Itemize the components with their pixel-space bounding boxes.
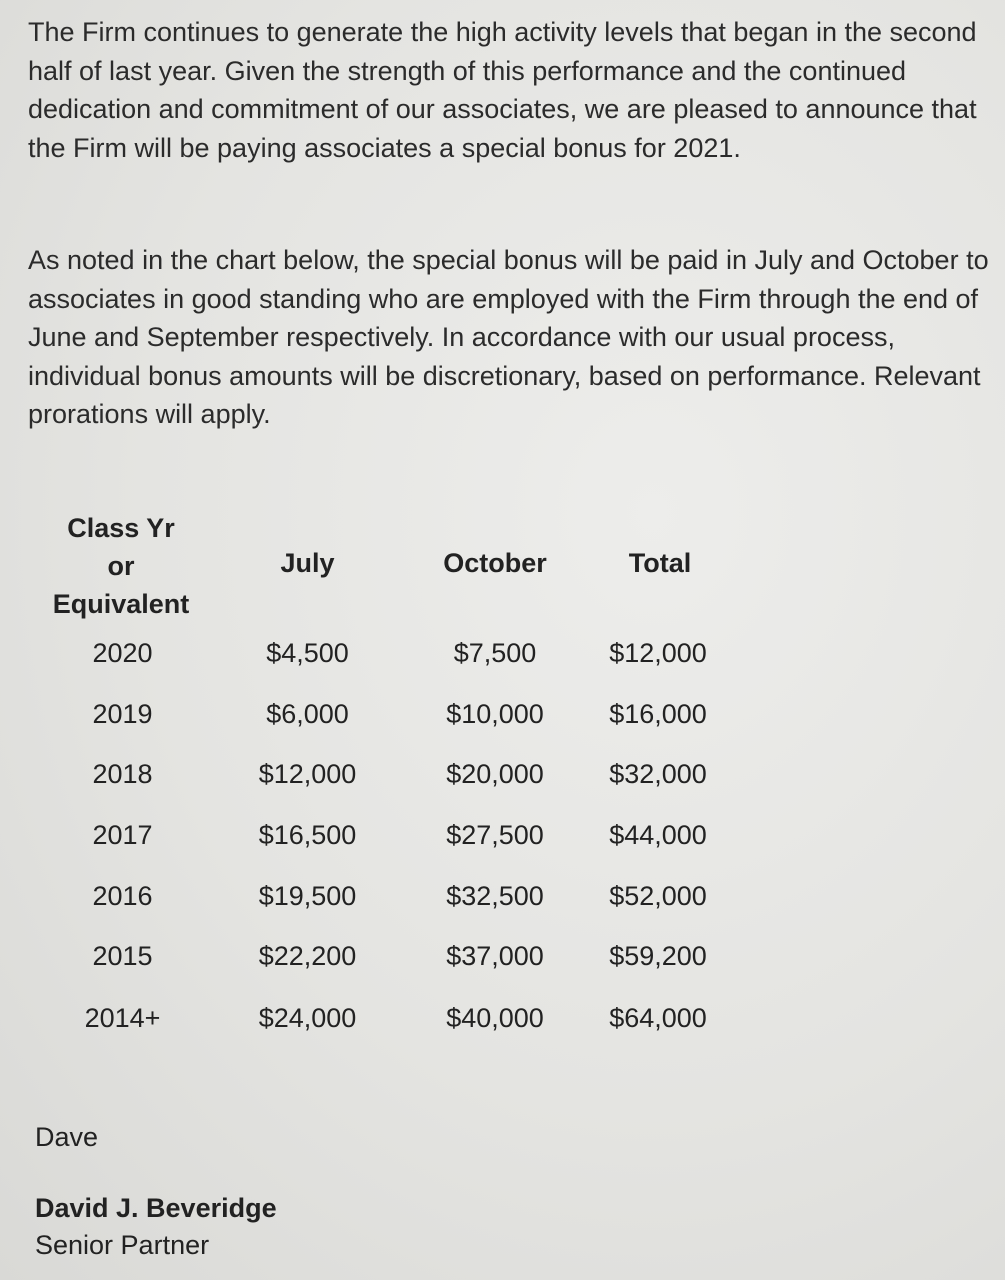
column-header-class-year (36, 509, 206, 623)
total-bonus-cell: $44,000 (609, 820, 707, 850)
class-year-cell: 2020 (92, 638, 153, 668)
class-year-cell: 2016 (92, 881, 153, 911)
class-year-cell: 2019 (92, 699, 153, 729)
july-bonus-cell: $16,500 (258, 820, 357, 850)
july-bonus-cell: $4,500 (266, 638, 349, 668)
total-bonus-cell: $64,000 (609, 1003, 707, 1033)
total-bonus-cell: $12,000 (609, 638, 707, 668)
class-header-line-1: Class Yr (67, 513, 175, 543)
class-year-cell: 2018 (92, 759, 153, 789)
class-year-cell: 2017 (92, 820, 153, 850)
total-bonus-cell: $16,000 (609, 699, 707, 729)
july-bonus-cell: $19,500 (258, 881, 357, 911)
class-header-line-3: Equivalent (52, 589, 190, 619)
october-bonus-cell: $27,500 (446, 820, 544, 850)
october-bonus-cell: $32,500 (446, 881, 544, 911)
total-bonus-cell: $52,000 (609, 881, 707, 911)
intro-paragraph: The Firm continues to generate the high activity levels that began in the second half of last year. Given the strength of this performance and the continued dedication and commitment of our associates, we are pleased to announce that the Firm will be paying associates a special bonus for 2021. (28, 17, 977, 163)
column-header-july: July (280, 548, 335, 578)
july-bonus-cell: $24,000 (258, 1003, 357, 1033)
column-header-october: October (443, 548, 547, 578)
october-bonus-cell: $7,500 (453, 638, 537, 668)
total-bonus-cell: $59,200 (609, 941, 707, 971)
signature-title: Senior Partner (35, 1230, 210, 1260)
payment-details-paragraph: As noted in the chart below, the special bonus will be paid in July and October to associates in good standing who are employed with the Firm through the end of June and September respectively. In accordance with our usual process, individual bonus amounts will be discretionary, based on performance. Relevant prorations will apply. (28, 245, 989, 429)
class-year-cell: 2015 (92, 941, 153, 971)
october-bonus-cell: $37,000 (446, 941, 544, 971)
july-bonus-cell: $12,000 (258, 759, 357, 789)
signature-first-name: Dave (35, 1122, 99, 1152)
signature-full-name: David J. Beveridge (35, 1193, 277, 1223)
july-bonus-cell: $22,200 (258, 941, 357, 971)
column-header-total: Total (628, 548, 692, 578)
total-bonus-cell: $32,000 (609, 759, 707, 789)
class-header-line-2: or (107, 551, 135, 581)
october-bonus-cell: $40,000 (446, 1003, 544, 1033)
october-bonus-cell: $20,000 (446, 759, 544, 789)
class-year-cell: 2014+ (84, 1003, 161, 1033)
october-bonus-cell: $10,000 (446, 699, 544, 729)
july-bonus-cell: $6,000 (266, 699, 349, 729)
